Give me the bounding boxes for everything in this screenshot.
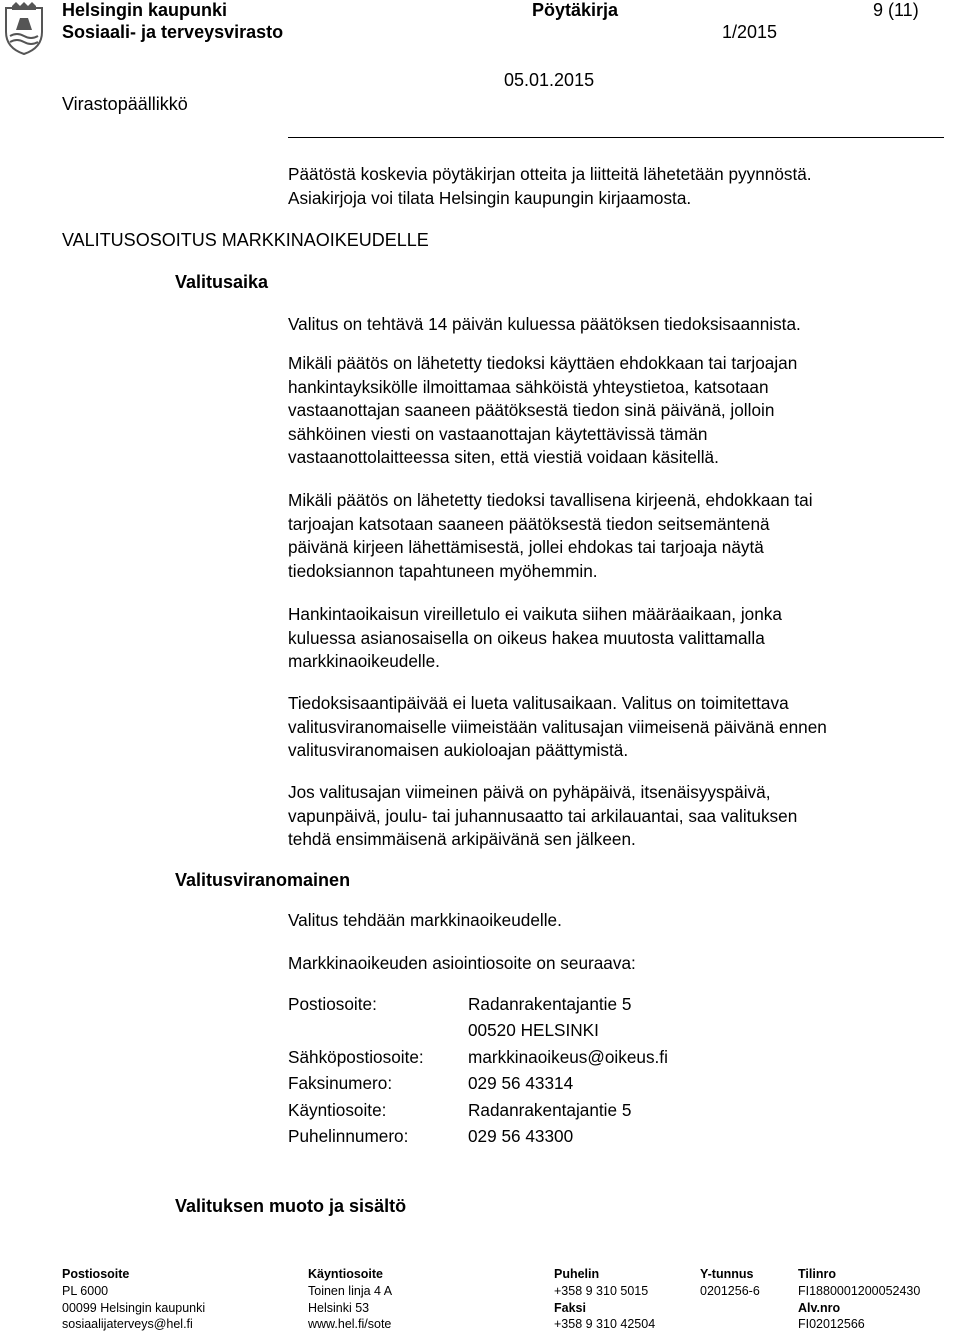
paragraph-address-intro: Markkinaoikeuden asiointiosoite on seuraava: bbox=[288, 953, 636, 973]
address-row: Postiosoite: Radanrakentajantie 5 bbox=[288, 994, 632, 1014]
header-dept: Sosiaali- ja terveysvirasto bbox=[62, 22, 284, 42]
header-date: 05.01.2015 bbox=[504, 70, 595, 90]
header-office: Virastopäällikkö bbox=[62, 94, 188, 114]
section-title: VALITUSOSOITUS MARKKINAOIKEUDELLE bbox=[62, 230, 429, 250]
address-row: Sähköpostiosoite: markkinaoikeus@oikeus.fi bbox=[288, 1047, 668, 1067]
label-valitusviranomainen: Valitusviranomainen bbox=[175, 870, 351, 890]
header-page-number: 9 (11) bbox=[873, 0, 919, 20]
address-row: 00520 HELSINKI bbox=[468, 1020, 599, 1040]
footer-account: Tilinro FI1880001200052430 Alv.nro FI02012566 bbox=[798, 1267, 921, 1332]
header-doc-type: Pöytäkirja bbox=[532, 0, 619, 20]
header-org: Helsingin kaupunki bbox=[62, 0, 228, 20]
footer-phone: Puhelin +358 9 310 5015 Faksi +358 9 310 42504 bbox=[554, 1267, 656, 1332]
paragraph-delivery: Tiedoksisaantipäivää ei lueta valitusaikaan. Valitus on toimitettava valitusviranomaiselle viimeistään valitusajan viimeisenä päivänä ennen valitusviranomaisen aukioloajan päättymistä. bbox=[288, 693, 827, 761]
paragraph-hankintaoikaisu: Hankintaoikaisun vireilletulo ei vaikuta siihen määräaikaan, jonka kuluessa asianosaisella on oikeus hakea muutosta valittamalla markkinaoikeudelle. bbox=[288, 604, 782, 672]
paragraph-electronic-notice: Mikäli päätös on lähetetty tiedoksi käyttäen ehdokkaan tai tarjoajan hankintayksikölle ilmoittamaa sähköistä yhteystietoa, katsotaan vastaanottajan saaneen päätöksestä tiedon sinä päivänä, jolloin sähköinen viesti on vastaanottajan käytettävissä tämän vastaanottolaitteessa siten, että viestiä voidaan käsitellä. bbox=[288, 353, 798, 468]
footer-business-id: Y-tunnus 0201256-6 bbox=[700, 1267, 760, 1298]
paragraph-holiday: Jos valitusajan viimeinen päivä on pyhäpäivä, itsenäisyyspäivä, vapunpäivä, joulu- tai juhannusaatto tai arkilauantai, saa valituksen tehdä ensimmäisenä arkipäivänä sen jälkeen. bbox=[288, 782, 798, 850]
footer-visiting: Käyntiosoite Toinen linja 4 A Helsinki 53 www.hel.fi/sote bbox=[308, 1267, 393, 1332]
paragraph-court: Valitus tehdään markkinaoikeudelle. bbox=[288, 910, 562, 930]
label-valituksen-muoto: Valituksen muoto ja sisältö bbox=[175, 1196, 407, 1216]
paragraph-letter-notice: Mikäli päätös on lähetetty tiedoksi tavallisena kirjeenä, ehdokkaan tai tarjoajan katsotaan saaneen päätöksestä tiedon seitsemäntenä päivänä kirjeen lähettämisestä, jollei ehdokas tai tarjoaja näytä tiedoksiannon tapahtuneen myöhemmin. bbox=[288, 490, 813, 581]
label-valitusaika: Valitusaika bbox=[175, 272, 269, 292]
intro-paragraph: Päätöstä koskevia pöytäkirjan otteita ja liitteitä lähetetään pyynnöstä. Asiakirjoja voi tilata Helsingin kaupungin kirjaamosta. bbox=[288, 164, 812, 208]
address-row: Faksinumero: 029 56 43314 bbox=[288, 1073, 574, 1093]
header-doc-number: 1/2015 bbox=[722, 22, 778, 42]
address-row: Käyntiosoite: Radanrakentajantie 5 bbox=[288, 1100, 632, 1120]
footer-postal: Postiosoite PL 6000 00099 Helsingin kaupunki sosiaalijaterveys@hel.fi bbox=[62, 1267, 206, 1332]
header-divider bbox=[288, 137, 944, 138]
address-row: Puhelinnumero: 029 56 43300 bbox=[288, 1126, 574, 1146]
city-crest-logo bbox=[2, 2, 46, 56]
paragraph-deadline: Valitus on tehtävä 14 päivän kuluessa päätöksen tiedoksisaannista. bbox=[288, 314, 801, 334]
